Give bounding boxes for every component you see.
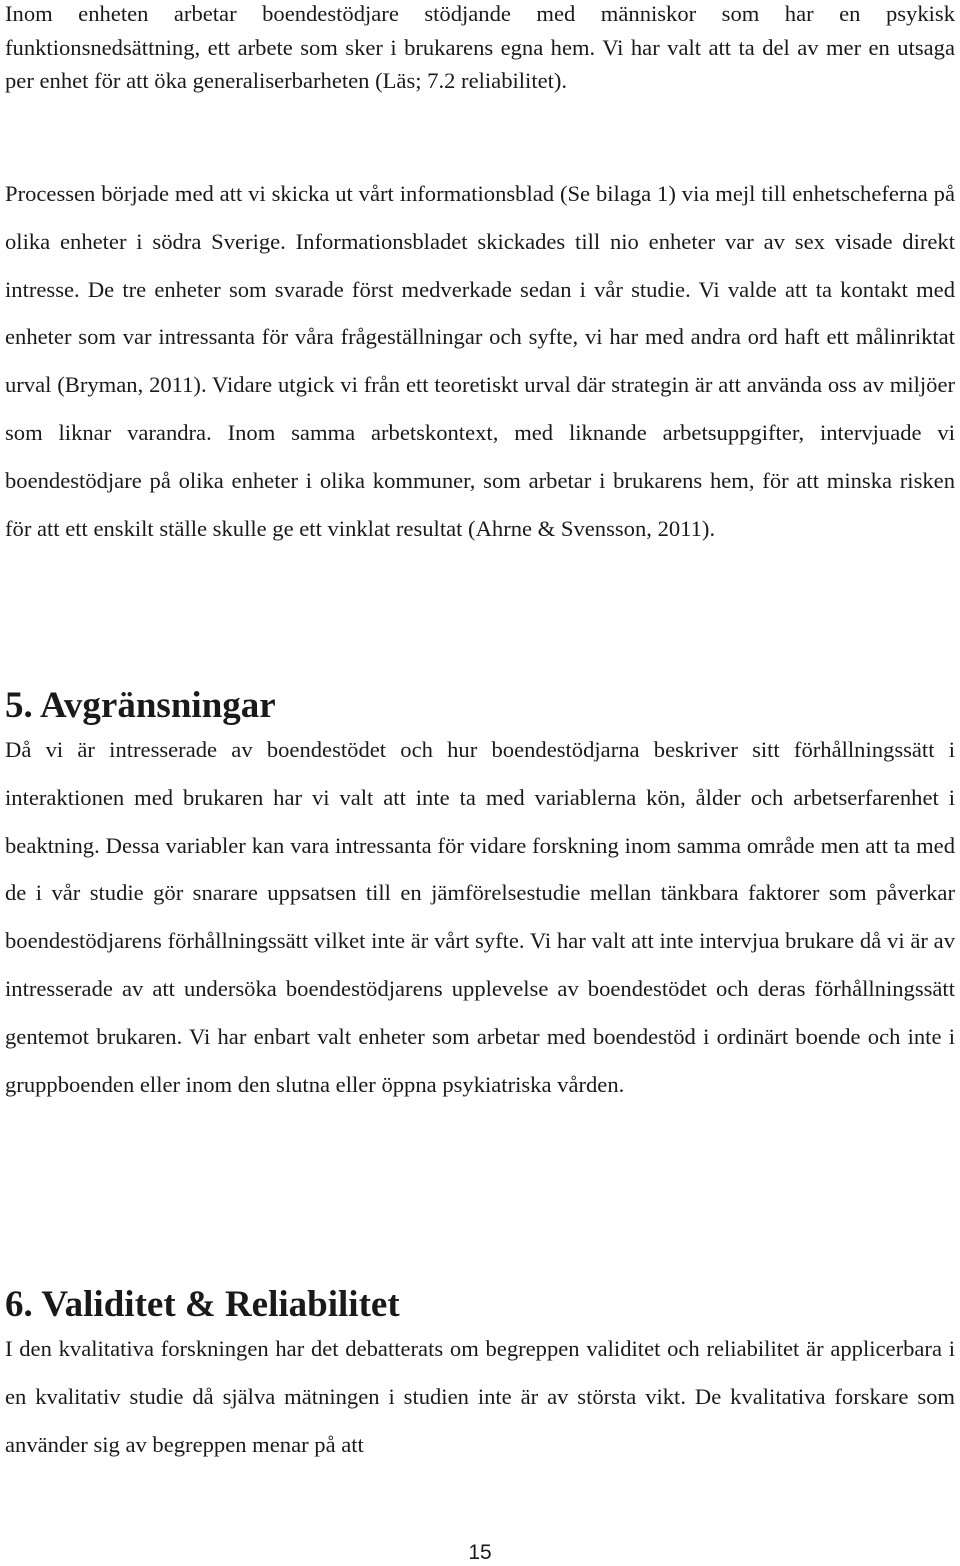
paragraph-intro: Inom enheten arbetar boendestödjare stödjande med människor som har en psykisk funktionsnedsättning, ett arbete som sker i brukarens egna hem. Vi har valt att ta del av mer en utsaga per enhet för att öka generaliserbarheten (Läs; 7.2 reliabilitet). [5, 1, 955, 94]
paragraph-validitet: I den kvalitativa forskningen har det debatterats om begreppen validitet och reliabilitet är applicerbara i en kvalitativ studie då själva mätningen i studien inte är av största vikt. De kvalitativa forskare som använder sig av begreppen menar på att [5, 1336, 955, 1457]
paragraph-process: Processen började med att vi skicka ut vårt informationsblad (Se bilaga 1) via mejl till enhetscheferna på olika enheter i södra Sverige. Informationsbladet skickades till nio enheter var av sex visade direkt intresse. De tre enheter som svarade först medverkade sedan i vår studie. Vi valde att ta kontakt med enheter som var intressanta för våra frågeställningar och syfte, vi har med andra ord haft ett målinriktat urval (Bryman, 2011). Vidare utgick vi från ett teoretiskt urval där strategin är att använda oss av miljöer som liknar varandra. Inom samma arbetskontext, med liknande arbetsuppgifter, intervjuade vi boendestödjare på olika enheter i olika kommuner, som arbetar i brukarens hem, för att minska risken för att ett enskilt ställe skulle ge ett vinklat resultat (Ahrne & Svensson, 2011). [5, 181, 955, 541]
page-number: 15 [468, 1541, 492, 1564]
section-heading-validitet-reliabilitet: 6. Validitet & Reliabilitet [5, 1284, 400, 1325]
section-heading-avgransningar: 5. Avgränsningar [5, 685, 276, 726]
paragraph-avgransningar: Då vi är intresserade av boendestödet och hur boendestödjarna beskriver sitt förhållningssätt i interaktionen med brukaren har vi valt att inte ta med variablerna kön, ålder och arbetserfarenhet i beaktning. Dessa variabler kan vara intressanta för vidare forskning inom samma område men att ta med de i vår studie gör snarare uppsatsen till en jämförelsestudie mellan tänkbara faktorer som påverkar boendestödjarens förhållningssätt vilket inte är vårt syfte. Vi har valt att inte intervjua brukare då vi är av intresserade av att undersöka boendestödjarens upplevelse av boendestödet och deras förhållningssätt gentemot brukaren. Vi har enbart valt enheter som arbetar med boendestöd i ordinärt boende och inte i gruppboenden eller inom den slutna eller öppna psykiatriska vården. [5, 737, 955, 1097]
